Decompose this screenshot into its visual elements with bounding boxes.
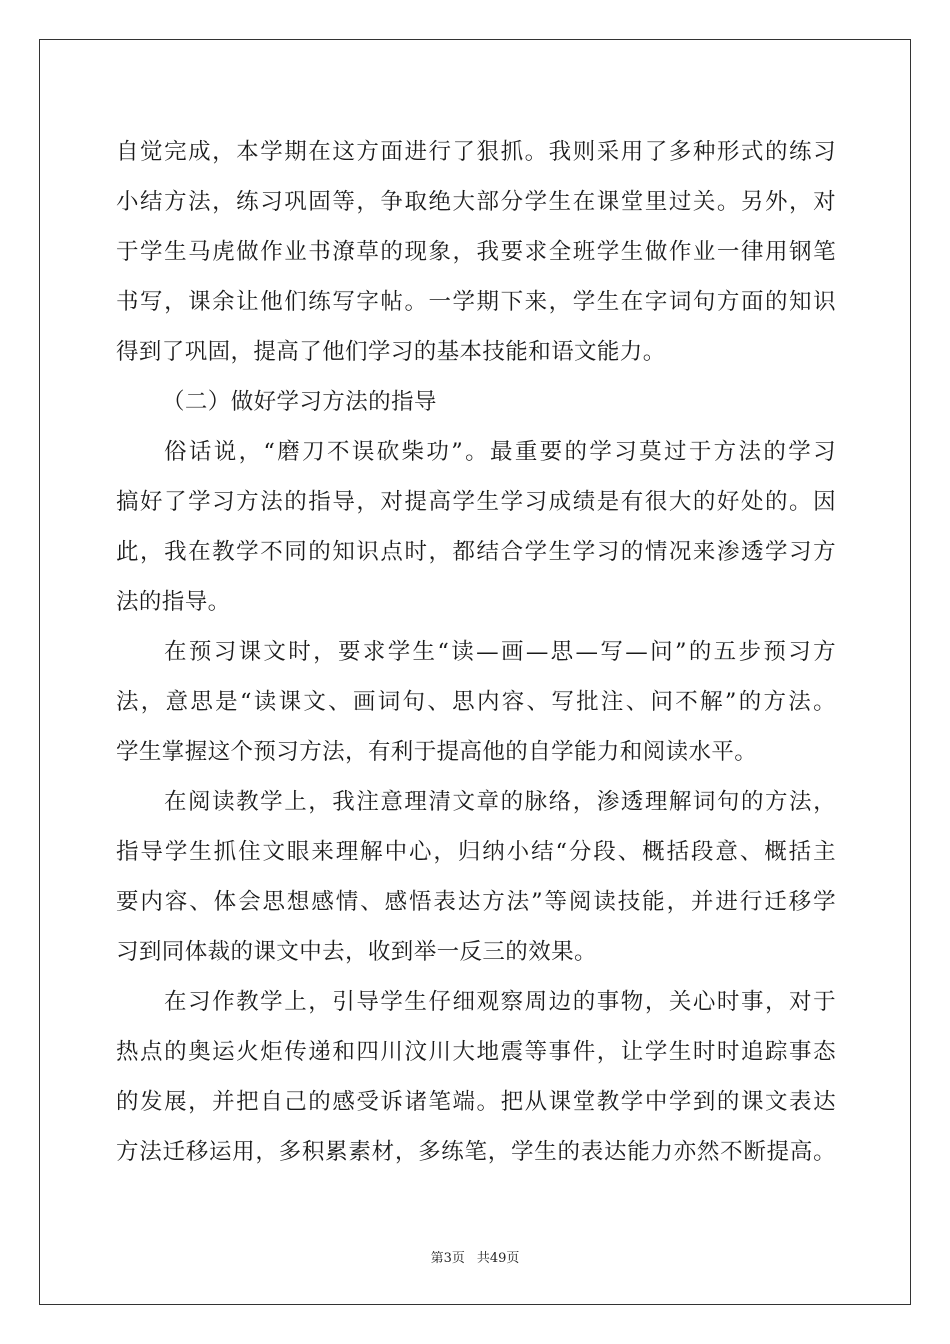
- paragraph: [116, 427, 836, 627]
- paragraph: [116, 777, 836, 977]
- text-line: 指导学生抓住文眼来理解中心，归纳小结“分段、概括段意、概括主: [116, 839, 836, 865]
- text-line: 此，我在教学不同的知识点时，都结合学生学习的情况来渗透学习方: [116, 539, 836, 565]
- text-line: 在习作教学上，引导学生仔细观察周边的事物，关心时事，对于: [164, 989, 836, 1015]
- text-line: 书写，课余让他们练写字帖。一学期下来，学生在字词句方面的知识: [116, 289, 836, 315]
- text-line: 法的指导。: [116, 589, 231, 615]
- text-line: 在阅读教学上，我注意理清文章的脉络，渗透理解词句的方法，: [164, 789, 836, 815]
- paragraph: [116, 977, 836, 1177]
- heading-text: （二）做好学习方法的指导: [162, 389, 437, 415]
- page-footer: [0, 1247, 950, 1266]
- text-line: 自觉完成，本学期在这方面进行了狠抓。我则采用了多种形式的练习: [116, 139, 836, 165]
- section-heading: [116, 377, 836, 427]
- document-body: [116, 127, 836, 1177]
- page-total: 共49页: [476, 1251, 520, 1266]
- text-line: 的发展，并把自己的感受诉诸笔端。把从课堂教学中学到的课文表达: [116, 1089, 836, 1115]
- text-line: 热点的奥运火炬传递和四川汶川大地震等事件，让学生时时追踪事态: [116, 1039, 836, 1065]
- text-line: 俗话说，“磨刀不误砍柴功”。最重要的学习莫过于方法的学习: [164, 439, 836, 465]
- text-line: 要内容、体会思想感情、感悟表达方法”等阅读技能，并进行迁移学: [116, 889, 836, 915]
- paragraph: [116, 127, 836, 377]
- paragraph: [116, 627, 836, 777]
- text-line: 方法迁移运用，多积累素材，多练笔，学生的表达能力亦然不断提高。: [116, 1139, 836, 1165]
- text-line: 小结方法，练习巩固等，争取绝大部分学生在课堂里过关。另外，对: [116, 189, 836, 215]
- text-line: 法，意思是“读课文、画词句、思内容、写批注、问不解”的方法。: [116, 689, 836, 715]
- text-line: 在预习课文时，要求学生“读—画—思—写—问”的五步预习方: [164, 639, 836, 665]
- text-line: 搞好了学习方法的指导，对提高学生学习成绩是有很大的好处的。因: [116, 489, 836, 515]
- text-line: 学生掌握这个预习方法，有利于提高他的自学能力和阅读水平。: [116, 739, 758, 765]
- text-line: 于学生马虎做作业书潦草的现象，我要求全班学生做作业一律用钢笔: [116, 239, 836, 265]
- text-line: 习到同体裁的课文中去，收到举一反三的效果。: [116, 939, 597, 965]
- page-number: 第3页: [430, 1251, 465, 1266]
- text-line: 得到了巩固，提高了他们学习的基本技能和语文能力。: [116, 339, 666, 365]
